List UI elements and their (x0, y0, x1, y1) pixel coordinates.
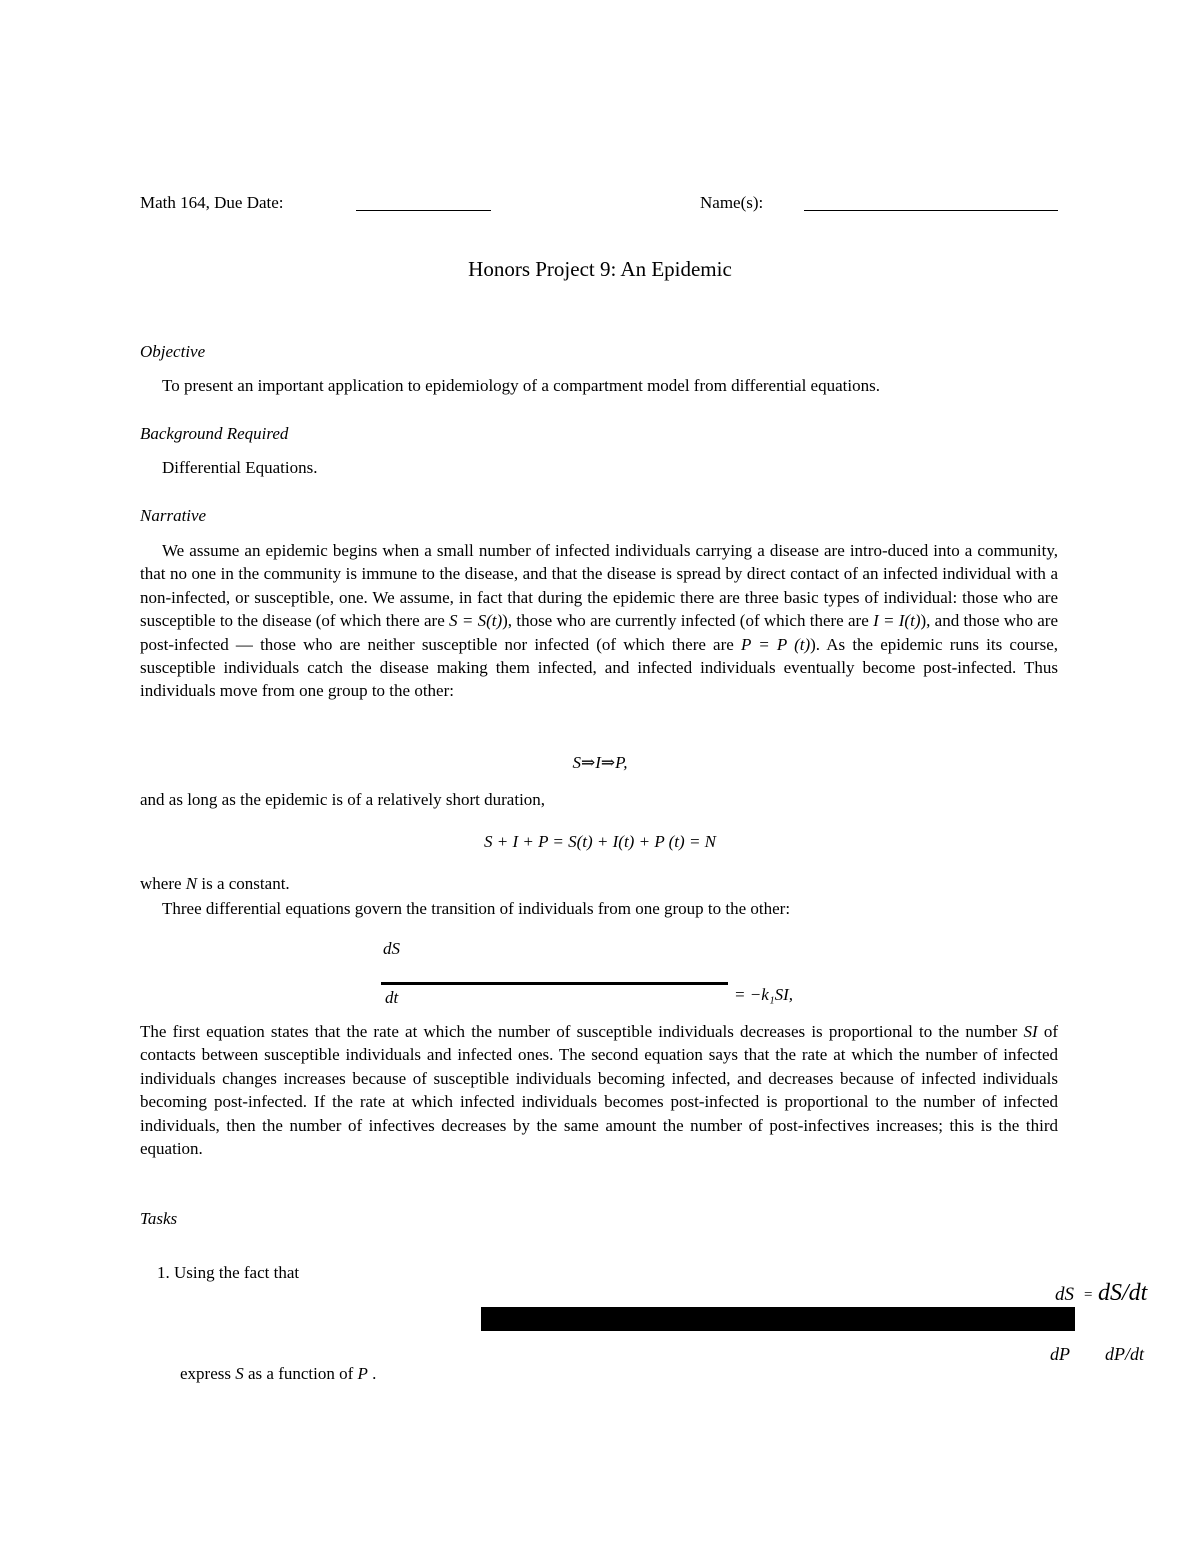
math-p-of-t: P = P (t) (740, 634, 811, 654)
de-rhs: = −k₁SI, (734, 985, 794, 1004)
task-frac-top-small: dS (1055, 1284, 1074, 1305)
narrative-paragraph-3: where N is a constant. (140, 874, 290, 893)
flow-equation: S⇒I⇒P, (572, 753, 628, 772)
objective-heading: Objective (140, 342, 206, 361)
narrative-paragraph-5: The first equation states that the rate at which the number of susceptible individuals decreases is proportional to the number SI of contacts between susceptible individuals and infected ones. The second equation says that the rate at which the number of infected individuals changes increases because of susceptible individuals becoming infected, and decreases because of infected individuals becoming post-infected. If the rate at which infected individuals becomes post-infected is proportional to the number of infected individuals, then the number of infectives decreases by the same amount the number of post-infectives increases; this is the third equation. (140, 1022, 1058, 1159)
task-1-intro: 1. Using the fact that (157, 1263, 300, 1282)
math-s-of-t: S = S(t) (449, 611, 503, 631)
de-numerator: dS (383, 939, 400, 958)
due-date-blank[interactable] (356, 210, 491, 211)
background-heading: Background Required (140, 424, 289, 443)
task-frac-top-large: dS/dt (1098, 1280, 1148, 1306)
sum-equation: S + I + P = S(t) + I(t) + P (t) = N (483, 832, 717, 851)
narrative-heading: Narrative (140, 506, 207, 525)
task-1-instruction: express S as a function of P . (180, 1364, 377, 1383)
name-blank[interactable] (804, 210, 1058, 211)
name-label: Name(s): (700, 193, 764, 212)
task-frac-equals: = (1084, 1287, 1093, 1303)
de-denominator: dt (385, 988, 399, 1007)
page-title: Honors Project 9: An Epidemic (468, 257, 732, 281)
redaction-bar (481, 1307, 1075, 1331)
narrative-paragraph-4: Three differential equations govern the transition of individuals from one group to the other: (162, 899, 791, 918)
narrative-paragraph-2: and as long as the epidemic is of a relatively short duration, (140, 790, 546, 809)
tasks-heading: Tasks (140, 1209, 178, 1228)
fraction-bar (381, 982, 728, 985)
narrative-paragraph-1: We assume an epidemic begins when a small number of infected individuals carrying a disease are intro-duced into a community, that no one in the community is immune to the disease, and that the disease is spread by direct contact of an infected individual with a non-infected, or susceptible, one. We assume, in fact that during the epidemic there are three basic types of individual: those who are susceptible to the disease (of which there are S = S(t)), those who are currently infected (of which there are I = I(t)), and those who are post-infected — those who are neither susceptible nor infected (of which there are P = P (t)). As the epidemic runs its course, susceptible individuals catch the disease making them infected, and infected individuals eventually become post-infected. Thus individuals move from one group to the other: (140, 541, 1059, 701)
task-frac-bottom-left: dP (1050, 1344, 1070, 1364)
course-due-label: Math 164, Due Date: (140, 193, 284, 212)
math-i-of-t: I = I(t) (873, 611, 921, 631)
objective-text: To present an important application to epidemiology of a compartment model from differential equations. (162, 376, 880, 395)
task-frac-bottom-right: dP/dt (1105, 1344, 1144, 1364)
background-text: Differential Equations. (162, 458, 318, 477)
